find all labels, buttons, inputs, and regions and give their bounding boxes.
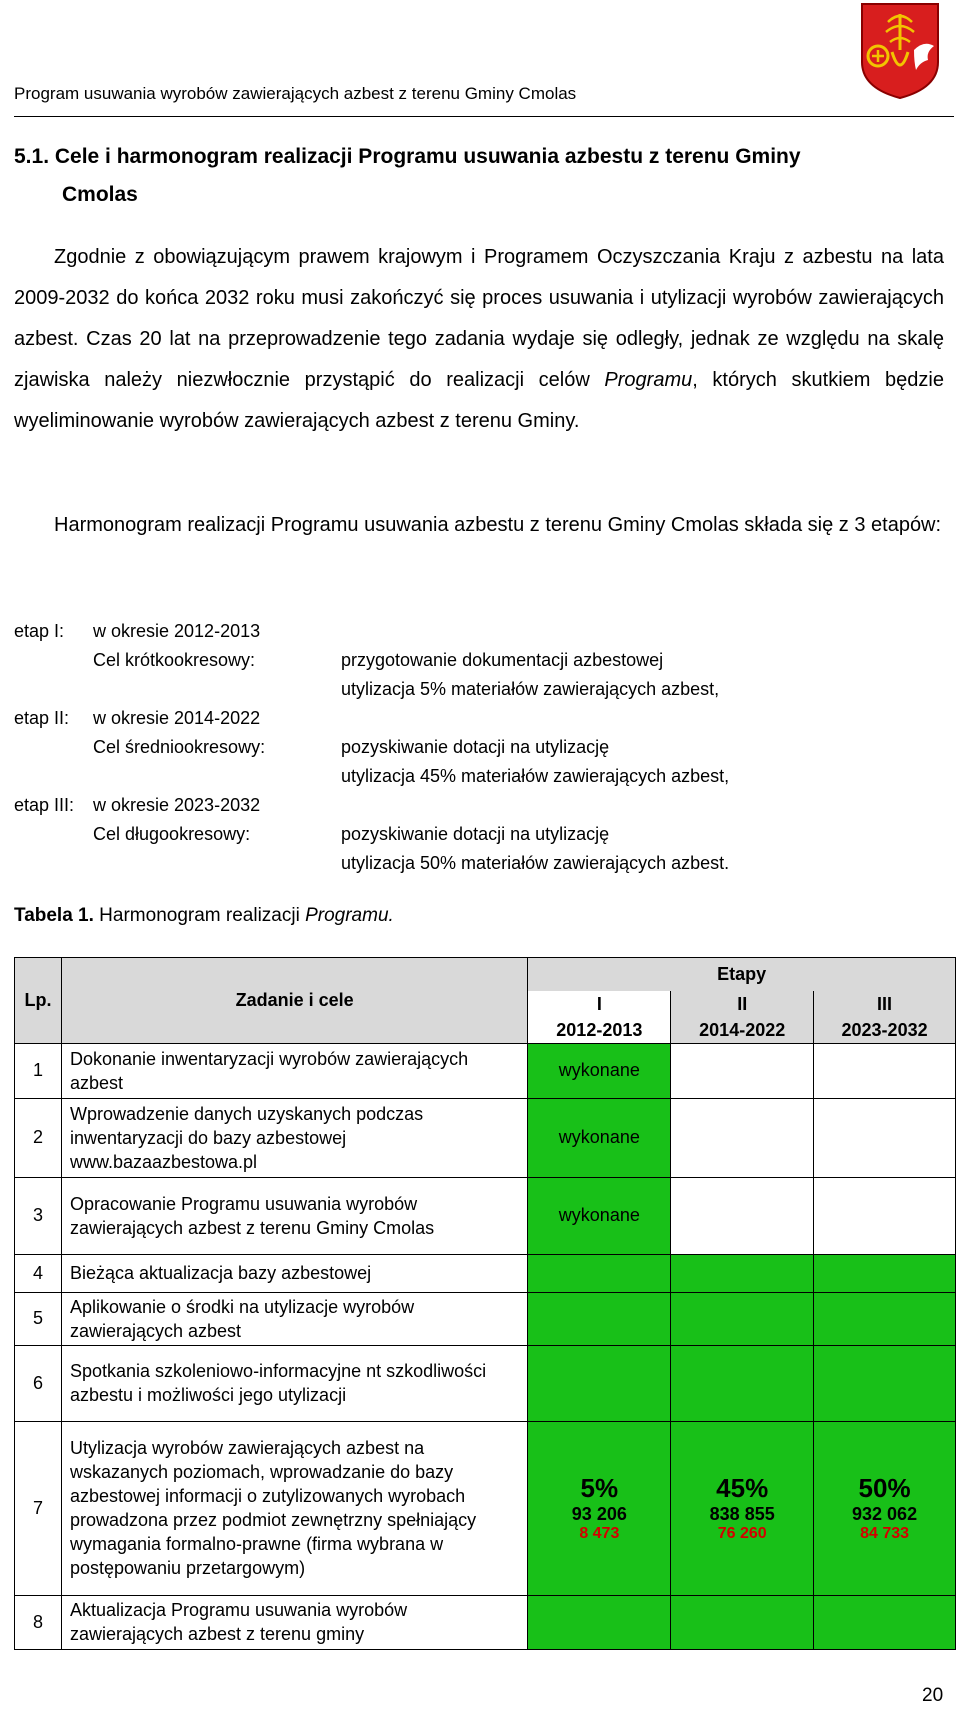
section-heading-line1: 5.1. Cele i harmonogram realizacji Programu usuwania azbestu z terenu Gminy [14, 145, 801, 168]
table-caption [14, 905, 394, 927]
green-cell [671, 1345, 814, 1421]
row-task: Aktualizacja Programu usuwania wyrobów zawierających azbest z terenu gminy [61, 1595, 527, 1649]
stage-period: w okresie 2023-2032 [93, 795, 261, 815]
stage-label: etap III: [14, 795, 75, 815]
green-cell [528, 1345, 671, 1421]
stage-period: w okresie 2014-2022 [93, 708, 261, 728]
green-cell [671, 1595, 814, 1649]
table-row [15, 1292, 956, 1345]
schedule-table [14, 957, 956, 1650]
row-lp: 2 [15, 1098, 62, 1177]
empty-cell [671, 1043, 814, 1098]
green-cell [814, 1292, 956, 1345]
intro-text-end: , których skutkiem będzie wyeliminowanie wyrobów zawierających azbest z terenu Gminy. [14, 369, 944, 432]
caption-text: Harmonogram realizacji [93, 905, 306, 926]
empty-cell [814, 1098, 956, 1177]
target-cell-2 [671, 1421, 814, 1595]
empty-cell [814, 1043, 956, 1098]
section-heading-line2: Cmolas [62, 183, 138, 206]
target-percent: 5% [580, 1473, 619, 1503]
green-cell [528, 1254, 671, 1292]
stage-goal: utylizacja 45% materiałów zawierających azbest, [341, 766, 730, 786]
green-cell [814, 1595, 956, 1649]
target-cell-1 [528, 1421, 671, 1595]
stage-years: 2014-2022 [699, 1019, 786, 1040]
green-cell [528, 1595, 671, 1649]
target-red-value: 84 733 [860, 1525, 910, 1542]
col-header-stages: Etapy [528, 958, 956, 991]
col-header-task: Zadanie i cele [61, 958, 527, 1044]
stage-roman: I [596, 993, 602, 1014]
status-cell: wykonane [528, 1098, 671, 1177]
row-task: Spotkania szkoleniowo-informacyjne nt szkodliwości azbestu i możliwości jego utylizacji [61, 1345, 527, 1421]
stage-goal: przygotowanie dokumentacji azbestowej [341, 650, 664, 670]
stage-period: w okresie 2012-2013 [93, 621, 261, 641]
section-heading [14, 138, 924, 214]
table-row [15, 1254, 956, 1292]
stage-goal: utylizacja 5% materiałów zawierających azbest, [341, 679, 720, 699]
schedule-text: Harmonogram realizacji Programu usuwania azbestu z terenu Gminy Cmolas składa się z 3 etapów: [54, 514, 942, 536]
caption-label: Tabela 1. [14, 905, 94, 926]
row-task: Utylizacja wyrobów zawierających azbest na wskazanych poziomach, wprowadzanie do bazy azbestowej informacji o zutylizowanych wyrobach prowadzona przez podmiot zewnętrzny spełniający wymagania formalno-prawne (firma wybrana w postępowaniu przetargowym) [61, 1421, 527, 1595]
intro-paragraph [14, 237, 944, 442]
stage-goal: utylizacja 50% materiałów zawierających azbest. [341, 853, 730, 873]
caption-italic: Programu. [305, 905, 394, 926]
target-total: 932 062 [852, 1504, 918, 1524]
schedule-paragraph [14, 505, 944, 546]
table-row [15, 1421, 956, 1595]
target-total: 93 206 [571, 1504, 627, 1524]
document-header-title: Program usuwania wyrobów zawierających azbest z terenu Gminy Cmolas [14, 84, 577, 103]
green-cell [814, 1254, 956, 1292]
row-lp: 8 [15, 1595, 62, 1649]
table-row [15, 1098, 956, 1177]
page-number: 20 [922, 1685, 944, 1706]
green-cell [814, 1345, 956, 1421]
stage-years: 2012-2013 [556, 1019, 643, 1040]
row-lp: 7 [15, 1421, 62, 1595]
stage-goal: pozyskiwanie dotacji na utylizację [341, 824, 610, 844]
row-task: Dokonanie inwentaryzacji wyrobów zawierających azbest [61, 1043, 527, 1098]
col-header-lp: Lp. [15, 958, 62, 1044]
target-red-value: 8 473 [579, 1525, 620, 1542]
header-divider [14, 116, 954, 117]
row-lp: 1 [15, 1043, 62, 1098]
stage-head-2 [671, 991, 814, 1044]
table-row [15, 1043, 956, 1098]
stage-goal-label: Cel średniookresowy: [93, 737, 266, 757]
row-lp: 3 [15, 1177, 62, 1254]
row-task: Bieżąca aktualizacja bazy azbestowej [61, 1254, 527, 1292]
stage-roman: II [737, 993, 748, 1014]
green-cell [671, 1254, 814, 1292]
intro-text-italic: Programu [604, 369, 693, 391]
row-lp: 4 [15, 1254, 62, 1292]
stage-head-3 [814, 991, 956, 1044]
stage-label: etap I: [14, 621, 65, 641]
row-task: Wprowadzenie danych uzyskanych podczas inwentaryzacji do bazy azbestowej www.bazaazbestowa.pl [61, 1098, 527, 1177]
target-cell-3 [814, 1421, 956, 1595]
intro-text-start: Zgodnie z obowiązującym prawem krajowym i Programem Oczyszczania Kraju z azbestu na lata 2009-2032 do końca 2032 roku musi zakończyć się proces usuwania i utylizacji wyrobów zawierających azbest. Czas 20 lat na przeprowadzenie tego zadania wydaje się odległy, jednak ze względu na skalę zjawiska należy niezwłocznie przystąpić do realizacji celów [14, 246, 944, 391]
target-percent: 50% [858, 1473, 911, 1503]
status-cell: wykonane [528, 1043, 671, 1098]
stage-head-1 [528, 991, 671, 1044]
target-red-value: 76 260 [717, 1525, 767, 1542]
stage-goal-label: Cel długookresowy: [93, 824, 251, 844]
row-lp: 6 [15, 1345, 62, 1421]
stage-goal: pozyskiwanie dotacji na utylizację [341, 737, 610, 757]
empty-cell [814, 1177, 956, 1254]
status-cell: wykonane [528, 1177, 671, 1254]
table-row [15, 1177, 956, 1254]
stage-years: 2023-2032 [841, 1019, 928, 1040]
stage-goal-label: Cel krótkookresowy: [93, 650, 256, 670]
crest-icon [858, 0, 942, 100]
table-row [15, 1345, 956, 1421]
target-percent: 45% [716, 1473, 769, 1503]
empty-cell [671, 1177, 814, 1254]
stage-roman: III [877, 993, 893, 1014]
green-cell [528, 1292, 671, 1345]
empty-cell [671, 1098, 814, 1177]
row-lp: 5 [15, 1292, 62, 1345]
target-total: 838 855 [709, 1504, 775, 1524]
green-cell [671, 1292, 814, 1345]
stage-label: etap II: [14, 708, 70, 728]
row-task: Opracowanie Programu usuwania wyrobów zawierających azbest z terenu Gminy Cmolas [61, 1177, 527, 1254]
row-task: Aplikowanie o środki na utylizacje wyrobów zawierających azbest [61, 1292, 527, 1345]
table-row [15, 1595, 956, 1649]
